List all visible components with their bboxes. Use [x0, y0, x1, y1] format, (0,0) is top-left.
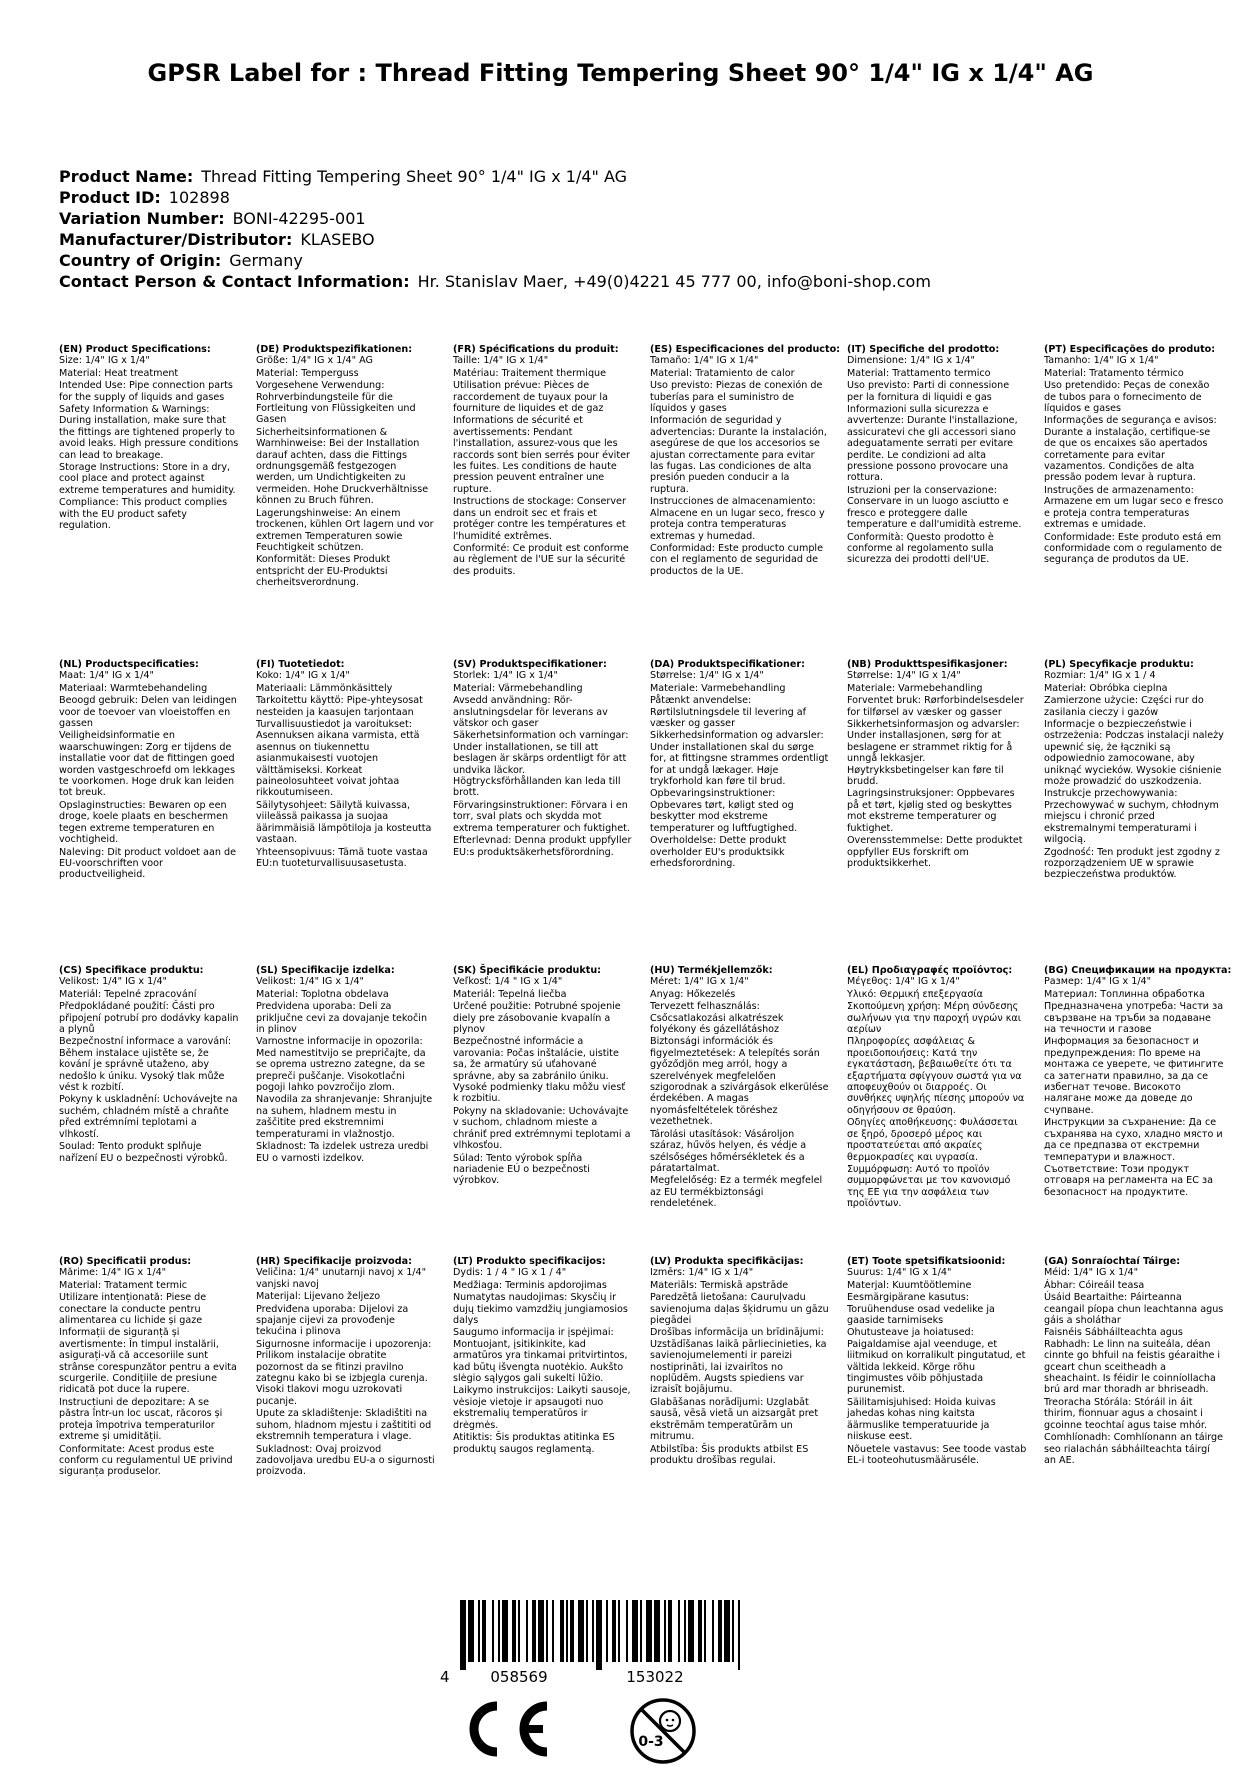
barcode-bar — [560, 1600, 564, 1662]
spec-heading: (FR) Spécifications du produit: — [453, 344, 619, 355]
spec-line: Materiāls: Termiskā apstrāde — [650, 1279, 789, 1291]
spec-line: Instruções de armazenamento: Armazene em um lugar seco e fresco e proteja contra temperaturas extremas e umidade. — [1044, 484, 1224, 531]
spec-heading: (LV) Produkta specifikācijas: — [650, 1256, 804, 1267]
spec-line: Informații de siguranță și avertismente: În timpul instalării, asigurați-vă că accesoriile sunt strânse corespunzător pentru a evita scurgerile. Condițiile de presiune ridicată pot duce la rupere. — [59, 1327, 237, 1396]
spec-line: Biztonsági információk és figyelmeztetések: A telepítés során győződjön meg arról, hogy a szerelvények megfelelően szigorodnak a szivárgások elkerülése érdekében. A magas nyomásfeltételek töréshez vezethetnek. — [650, 1036, 829, 1128]
spec-heading: (LT) Produkto specifikacijos: — [453, 1256, 606, 1267]
spec-line: Zamierzone użycie: Części rur do zasilania cieczy i gazów — [1044, 695, 1204, 718]
spec-line: Съответствие: Този продукт отговаря на регламента на ЕС за безопасност на продуктите. — [1044, 1163, 1213, 1198]
contact-label: Contact Person & Contact Information: — [59, 272, 410, 291]
spec-line: Opbevaringsinstruktioner: Opbevares tørt, køligt sted og beskytter mod ekstreme temperaturer og luftfugtighed. — [650, 788, 798, 834]
spec-line: Efterlevnad: Denna produkt uppfyller EU:s produktsäkerhetsförordning. — [453, 835, 632, 858]
age-warning-mark — [628, 1696, 698, 1770]
barcode-bars — [460, 1600, 740, 1670]
spec-line: Veľkosť: 1/4 " IG x 1/4" — [453, 976, 563, 988]
spec-line: Overholdelse: Dette produkt overholder EU's produktsikk erhedsforordning. — [650, 835, 787, 869]
spec-heading: (EL) Προδιαγραφές προϊόντος: — [847, 965, 1013, 976]
spec-line: Eesmärgipärane kasutus: Toruühenduse osad vedelike ja gaaside tarnimiseks — [847, 1292, 995, 1327]
barcode-bar — [640, 1600, 642, 1662]
spec-line: Súlad: Tento výrobok spĺňa nariadenie EÚ o bezpečnosti výrobkov. — [453, 1152, 590, 1187]
barcode-bar — [460, 1600, 466, 1670]
spec-line: Veličina: 1/4" unutarnji navoj x 1/4" vanjski navoj — [256, 1267, 427, 1290]
barcode-bar — [532, 1600, 536, 1662]
spec-line: Instrukcje przechowywania: Przechowywać w suchym, chłodnym miejscu i chronić przed ekstremalnymi temperaturami i wilgocią. — [1044, 788, 1219, 846]
not-for-under-3-icon — [628, 1696, 698, 1766]
spec-line: Treoracha Stórála: Stóráil in áit thirim, fionnuar agus a chosaint i gcoinne teochtaí agus taise mhór. — [1044, 1396, 1208, 1431]
spec-block — [1044, 659, 1224, 882]
barcode-left-digits: 058569 — [490, 1668, 548, 1686]
spec-line: Uso pretendido: Peças de conexão de tubos para o fornecimento de líquidos e gases — [1044, 380, 1210, 415]
product-id-label: Product ID: — [59, 188, 161, 207]
spec-line: Sikkerhedsinformation og advarsler: Under installationen skal du sørge for, at fittingsne strammes ordentligt for at undgå lækager. Høje trykforhold kan føre til brud. — [650, 730, 829, 788]
spec-line: Matériau: Traitement thermique — [453, 367, 607, 379]
spec-line: Medžiaga: Terminis apdorojimas — [453, 1279, 607, 1291]
spec-heading: (NB) Produkttspesifikasjoner: — [847, 659, 1008, 670]
spec-line: Material: Tratamento térmico — [1044, 367, 1184, 379]
svg-text:0-3: 0-3 — [638, 1734, 664, 1750]
spec-line: Uso previsto: Parti di connessione per la fornitura di liquidi e gas — [847, 380, 1010, 403]
spec-line: Materiale: Varmebehandling — [650, 682, 786, 694]
spec-line: Sicherheitsinformationen & Warnhinweise: Bei der Installation darauf achten, dass die Fittings ordnungsgemäß festgezogen werden, um Undichtigkeiten zu vermeiden. Hohe Druckverhältnisse können zu Bruch führen. — [256, 426, 429, 507]
spec-line: Istruzioni per la conservazione: Conservare in un luogo asciutto e fresco e proteggere dalle temperature e dall'umidità estreme. — [847, 484, 1022, 531]
barcode-bar — [482, 1600, 486, 1662]
spec-line: Opslaginstructies: Bewaren op een droge, koele plaats en beschermen tegen extreme temperaturen en vochtigheid. — [59, 799, 229, 846]
spec-line: Lagerungshinweise: An einem trockenen, kühlen Ort lagern und vor extremen Temperaturen sowie Feuchtigkeit schützen. — [256, 507, 434, 553]
manufacturer-value: KLASEBO — [300, 230, 375, 249]
spec-line: Σκοπούμενη χρήση: Μέρη σύνδεσης σωλήνων για την παροχή υγρών και αερίων — [847, 1001, 1021, 1036]
spec-block — [59, 344, 239, 533]
spec-line: Informazioni sulla sicurezza e avvertenze: Durante l'installazione, assicuratevi che gli accessori siano adeguatamente serrati per evitare perdite. Le condizioni ad alta pressione possono provocare una rottura. — [847, 404, 1018, 484]
spec-line: Conformitate: Acest produs este conform cu regulamentul UE privind siguranța produselor. — [59, 1443, 233, 1478]
spec-line: Anyag: Hőkezelés — [650, 988, 736, 1000]
spec-line: Ábhar: Cóireáil teasa — [1044, 1279, 1145, 1291]
barcode-bar — [546, 1600, 548, 1662]
barcode-bar — [718, 1600, 722, 1662]
spec-block — [59, 1256, 239, 1479]
spec-line: Glabāšanas norādījumi: Uzglabāt sausā, vēsā vietā un aizsargāt pret ekstrēmām temperatūrām un mitrumu. — [650, 1396, 819, 1443]
barcode-lead-digit: 4 — [440, 1668, 450, 1686]
spec-line: Materiaali: Lämmönkäsittely — [256, 682, 393, 694]
spec-line: Upute za skladištenje: Skladištiti na suhom, hladnom mjestu i zaštititi od ekstremnih temperatura i vlage. — [256, 1408, 432, 1443]
spec-line: Pokyny na skladovanie: Uchovávajte v suchom, chladnom mieste a chrániť pred extrémnymi teplotami a vlhkosťou. — [453, 1105, 631, 1152]
spec-block — [650, 344, 841, 578]
spec-line: Skladnost: Ta izdelek ustreza uredbi EU o varnosti izdelkov. — [256, 1141, 429, 1164]
spec-line: Suurus: 1/4" IG x 1/4" — [847, 1267, 952, 1279]
spec-heading: (BG) Спецификации на продукта: — [1044, 965, 1232, 976]
spec-line: Conformidade: Este produto está em conformidade com o regulamento de segurança de produtos da UE. — [1044, 531, 1223, 566]
spec-line: Izmērs: 1/4" IG x 1/4" — [650, 1267, 754, 1279]
spec-line: Información de seguridad y advertencias: Durante la instalación, asegúrese de que los accesorios se ajustan correctamente para evitar las fugas. Las condiciones de alta presión pueden conducir a la ruptura. — [650, 415, 827, 495]
spec-line: Bezpečnostné informácie a varovania: Počas inštalácie, uistite sa, že armatúry sú uťahované správne, aby sa zabránilo úniku. Vysoké podmienky tlaku môžu viesť k rozbitiu. — [453, 1036, 626, 1105]
spec-line: Размер: 1/4" IG x 1/4" — [1044, 976, 1152, 988]
spec-line: Материал: Топлинна обработка — [1044, 988, 1205, 1000]
spec-line: Saugumo informacija ir įspėjimai: Montuojant, įsitikinkite, kad armatūros yra tinkamai pritvirtintos, kad būtų išvengta nuotėkio. Aukšto slėgio sąlygos gali sukelti lūžio. — [453, 1327, 628, 1385]
spec-heading: (NL) Productspecificaties: — [59, 659, 199, 670]
spec-line: Varnostne informacije in opozorila: Med namestitvijo se prepričajte, da se oprema ustrezno zategne, da se prepreči puščanje. Visokotlačni pogoji lahko povzročijo zlom. — [256, 1036, 426, 1094]
spec-line: Πληροφορίες ασφάλειας & προειδοποιήσεις: Κατά την εγκατάσταση, βεβαιωθείτε ότι τα εξαρτήματα σφίγγουν σωστά για να αποφευχθούν οι διαρροές. Οι συνθήκες υψηλής πίεσης μπορούν να οδηγήσουν σε θραύση. — [847, 1036, 1025, 1116]
spec-line: Mărime: 1/4" IG x 1/4" — [59, 1267, 167, 1279]
spec-block — [847, 965, 1027, 1211]
spec-line: Conformité: Ce produit est conforme au règlement de l'UE sur la sécurité des produits. — [453, 542, 629, 577]
spec-line: Größe: 1/4" IG x 1/4" AG — [256, 355, 373, 367]
spec-heading: (DA) Produktspecifikationer: — [650, 659, 805, 670]
spec-heading: (HU) Termékjellemzők: — [650, 965, 773, 976]
spec-heading: (HR) Specifikacije proizvoda: — [256, 1256, 412, 1267]
spec-line: Materijal: Lijevano željezo — [256, 1291, 381, 1303]
spec-line: Veiligheidsinformatie en waarschuwingen: Zorg er tijdens de installatie voor dat de fittingen goed worden vastgeschroefd om lekkages te voorkomen. Hoge druk kan leiden tot breuk. — [59, 730, 235, 799]
spec-line: Material: Värmebehandling — [453, 682, 583, 694]
spec-block — [453, 344, 633, 578]
spec-line: Material: Trattamento termico — [847, 367, 991, 379]
barcode-bar — [668, 1600, 672, 1662]
spec-line: Tervezett felhasználás: Csőcsatlakozási alkatrészek folyékony és gázellátáshoz — [650, 1001, 784, 1036]
country-value: Germany — [229, 251, 303, 270]
spec-line: Beoogd gebruik: Delen van leidingen voor de toevoer van vloeistoffen en gassen — [59, 695, 237, 730]
spec-line: Laikymo instrukcijos: Laikyti sausoje, vėsioje vietoje ir apsaugoti nuo ekstremalių temperatūros ir drėgmės. — [453, 1385, 631, 1431]
spec-line: Информация за безопасност и предупреждения: По време на монтажа се уверете, че фитингите са затегнати правилно, за да се избегнат течове. Високото налягане може да доведе до счупване. — [1044, 1036, 1224, 1116]
barcode-bar — [512, 1600, 516, 1662]
barcode-bar — [664, 1600, 666, 1662]
spec-line: Koko: 1/4" IG x 1/4" — [256, 670, 350, 682]
spec-line: Størrelse: 1/4" IG x 1/4" — [650, 670, 764, 682]
spec-line: Materjal: Kuumtöötlemine — [847, 1279, 972, 1291]
contact-row — [59, 271, 931, 292]
barcode-bar — [566, 1600, 568, 1662]
spec-block — [256, 659, 436, 870]
spec-line: Konformität: Dieses Produkt entspricht der EU-Produktsi cherheitsverordnung. — [256, 554, 391, 589]
barcode-bar — [502, 1600, 508, 1662]
barcode-bar — [518, 1600, 520, 1662]
country-label: Country of Origin: — [59, 251, 222, 270]
spec-line: Zgodność: Ten produkt jest zgodny z rozporządzeniem UE w sprawie bezpieczeństwa produktów. — [1044, 846, 1220, 881]
spec-line: Pokyny k uskladnění: Uchovávejte na suchém, chladném místě a chraňte před extrémními teplotami a vlhkostí. — [59, 1094, 238, 1140]
spec-line: Maat: 1/4" IG x 1/4" — [59, 670, 154, 682]
spec-line: Συμμόρφωση: Αυτό το προϊόν συμμορφώνεται με τον κανονισμό της ΕΕ για την ασφάλεια των προϊόντων. — [847, 1163, 1011, 1210]
spec-line: Predviđena uporaba: Dijelovi za spajanje cijevi za provođenje tekućina i plinova — [256, 1303, 409, 1338]
spec-line: Material: Heat treatment — [59, 367, 179, 379]
spec-line: Megfelelőség: Ez a termék megfelel az EU termékbiztonsági rendeletének. — [650, 1175, 823, 1210]
spec-heading: (SK) Špecifikácie produktu: — [453, 965, 602, 976]
barcode-bar — [698, 1600, 702, 1662]
spec-line: Storage Instructions: Store in a dry, cool place and protect against extreme temperatures and humidity. — [59, 462, 236, 496]
spec-line: Påtænkt anvendelse: Rørtilslutningsdele til levering af væsker og gasser — [650, 695, 806, 730]
barcode-bar — [606, 1600, 608, 1662]
spec-line: Předpokládané použití: Části pro připojení potrubí pro dodávky kapalin a plynů — [59, 1001, 239, 1036]
spec-line: Úsáid Beartaithe: Páirteanna ceangail píopa chun leachtanna agus gáis a sholáthar — [1044, 1292, 1224, 1327]
spec-heading: (IT) Specifiche del prodotto: — [847, 344, 1000, 355]
spec-block — [847, 659, 1027, 870]
spec-line: Μέγεθος: 1/4" IG x 1/4" — [847, 976, 960, 988]
spec-line: Soulad: Tento produkt splňuje nařízení EU o bezpečnosti výrobků. — [59, 1141, 228, 1164]
spec-line: Ohutusteave ja hoiatused: Paigaldamise ajal veenduge, et liitmikud on korralikult pingutatud, et vältida lekkeid. Kõrge rõhu tingimustes võib põhjustada purunemist. — [847, 1327, 1026, 1396]
spec-line: Naleving: Dit product voldoet aan de EU-voorschriften voor productveiligheid. — [59, 846, 236, 881]
spec-line: Materiale: Varmebehandling — [847, 682, 983, 694]
country-row — [59, 250, 931, 271]
spec-line: Förvaringsinstruktioner: Förvara i en torr, sval plats och skydda mot extrema temperaturer och fuktighet. — [453, 799, 630, 834]
spec-heading: (EN) Product Specifications: — [59, 344, 211, 355]
barcode-bar — [468, 1600, 474, 1662]
barcode-bar — [732, 1600, 734, 1662]
barcode-bar — [612, 1600, 616, 1662]
spec-block — [453, 1256, 633, 1456]
barcode-bar — [678, 1600, 680, 1662]
spec-line: Atitiktis: Šis produktas atitinka ES produktų saugos reglamentą. — [453, 1432, 615, 1455]
spec-line: Säkerhetsinformation och varningar: Under installationen, se till att beslagen är skärps ordentligt för att undvika läckor. Högtrycksförhållanden kan leda till brott. — [453, 730, 629, 799]
spec-line: Material: Toplotna obdelava — [256, 988, 389, 1000]
spec-block — [1044, 1256, 1224, 1467]
spec-line: Säilitamisjuhised: Hoida kuivas jahedas kohas ning kaitsta äärmuslike temperatuuride ja niiskuse eest. — [847, 1396, 996, 1443]
spec-line: Material: Tratament termic — [59, 1279, 188, 1291]
barcode-bar — [570, 1600, 574, 1662]
spec-line: Vorgesehene Verwendung: Rohrverbindungsteile für die Fortleitung von Flüssigkeiten und Gasen — [256, 380, 416, 426]
spec-line: Materiał: Obróbka cieplna — [1044, 682, 1168, 694]
spec-line: Sukladnost: Ovaj proizvod zadovoljava uredbu EU-a o sigurnosti proizvoda. — [256, 1443, 435, 1478]
manufacturer-label: Manufacturer/Distributor: — [59, 230, 293, 249]
spec-heading: (ES) Especificaciones del producto: — [650, 344, 841, 355]
barcode-bar — [492, 1600, 494, 1662]
spec-line: Utilisation prévue: Pièces de raccordement de tuyaux pour la fourniture de liquides et de gaz — [453, 380, 608, 415]
spec-block — [1044, 965, 1232, 1199]
spec-heading: (GA) Sonraíochtaí Táirge: — [1044, 1256, 1181, 1267]
barcode-bar — [684, 1600, 686, 1662]
spec-block — [256, 344, 436, 590]
spec-block — [650, 659, 830, 870]
barcode-bar — [626, 1600, 628, 1662]
spec-line: Méret: 1/4" IG x 1/4" — [650, 976, 749, 988]
spec-line: Materiál: Tepelná liečba — [453, 988, 567, 1000]
spec-heading: (SV) Produktspecifikationer: — [453, 659, 607, 670]
product-name-label: Product Name: — [59, 167, 194, 186]
spec-line: Drošības informācija un brīdinājumi: Uzstādīšanas laikā pārliecinieties, ka savienojumelementi ir pareizi nostiprināti, lai izvairītos no noplūdēm. Augsts spiediens var izraisīt bojājumu. — [650, 1327, 827, 1396]
barcode-bar — [592, 1600, 594, 1662]
spec-line: Taille: 1/4" IG x 1/4" — [453, 355, 549, 367]
barcode-bar — [618, 1600, 620, 1662]
spec-line: Utilizare intenționată: Piese de conectare la conducte pentru alimentarea cu lichide și gaze — [59, 1292, 207, 1327]
spec-heading: (PT) Especificações do produto: — [1044, 344, 1216, 355]
spec-line: Material: Temperguss — [256, 367, 359, 379]
spec-block — [847, 344, 1027, 567]
spec-line: Tamaño: 1/4" IG x 1/4" — [650, 355, 759, 367]
spec-line: Yhteensopivuus: Tämä tuote vastaa EU:n tuoteturvallisuusasetusta. — [256, 846, 428, 869]
spec-block — [453, 965, 633, 1188]
spec-line: Størrelse: 1/4" IG x 1/4" — [847, 670, 961, 682]
barcode-right-digits: 153022 — [626, 1668, 684, 1686]
spec-line: Tárolási utasítások: Vásároljon száraz, hűvös helyen, és védje a szélsőséges hőmérsékletek és a páratartalmat. — [650, 1128, 807, 1174]
spec-line: Méid: 1/4" IG x 1/4" — [1044, 1267, 1139, 1279]
spec-line: Tamanho: 1/4" IG x 1/4" — [1044, 355, 1159, 367]
spec-line: Sikkerhetsinformasjon og advarsler: Under installasjonen, sørg for at beslagene er strammet riktig for å unngå lekkasjer. Høytrykksbetingelser kan føre til brudd. — [847, 719, 1020, 788]
spec-line: Informacje o bezpieczeństwie i ostrzeżenia: Podczas instalacji należy upewnić się, że łączniki są odpowiednio zamocowane, aby uniknąć wycieków. Wysokie ciśnienie może prowadzić do uszkodzenia. — [1044, 719, 1224, 788]
spec-line: Size: 1/4" IG x 1/4" — [59, 355, 150, 367]
barcode-bar — [586, 1600, 588, 1662]
manufacturer-row — [59, 229, 931, 250]
barcode-bar — [578, 1600, 584, 1662]
barcode-bar — [724, 1600, 730, 1662]
spec-line: Informações de segurança e avisos: Durante a instalação, certifique-se de que os encaixes são apertados corretamente para evitar vazamentos. Condições de alta pressão podem levar à ruptura. — [1044, 415, 1217, 484]
barcode-bar — [632, 1600, 638, 1662]
spec-line: Overensstemmelse: Dette produktet oppfyller EUs forskrift om produktsikkerhet. — [847, 835, 1023, 869]
spec-heading: (CS) Specifikace produktu: — [59, 965, 204, 976]
barcode-bar — [688, 1600, 694, 1662]
barcode-bar — [478, 1600, 480, 1662]
barcode-bar — [498, 1600, 500, 1662]
product-name-row — [59, 166, 931, 187]
spec-heading: (ET) Toote spetsifikatsioonid: — [847, 1256, 1006, 1267]
variation-number-row — [59, 208, 931, 229]
spec-line: Forventet bruk: Rørforbindelsesdeler for tilførsel av væsker og gasser — [847, 695, 1024, 718]
spec-heading: (RO) Specificatii produs: — [59, 1256, 192, 1267]
spec-block — [650, 965, 830, 1211]
spec-line: Предназначена употреба: Части за свързване на тръби за подаване на течности и газове — [1044, 1001, 1224, 1036]
spec-line: Velikost: 1/4" IG x 1/4" — [59, 976, 167, 988]
spec-line: Intended Use: Pipe connection parts for the supply of liquids and gases — [59, 380, 233, 403]
spec-line: Dydis: 1 / 4 " IG x 1 / 4" — [453, 1267, 567, 1279]
spec-block — [453, 659, 633, 859]
spec-block — [1044, 344, 1224, 567]
spec-line: Инструкции за съхранение: Да се съхранява на сухо, хладно място и да се предпазва от екстремни температури и влажност. — [1044, 1117, 1223, 1163]
spec-line: Avsedd användning: Rör-anslutningsdelar för leverans av vätskor och gaser — [453, 695, 608, 730]
product-id-row — [59, 187, 931, 208]
spec-line: Predvidena uporaba: Deli za priključne cevi za dovajanje tekočin in plinov — [256, 1001, 428, 1036]
spec-line: Dimensione: 1/4" IG x 1/4" — [847, 355, 975, 367]
barcode-bar — [704, 1600, 706, 1662]
spec-line: Materiál: Tepelné zpracování — [59, 988, 197, 1000]
spec-line: Nõuetele vastavus: See toode vastab EL-i tooteohutusmääruséle. — [847, 1443, 1027, 1466]
spec-line: Velikost: 1/4" IG x 1/4" — [256, 976, 364, 988]
spec-line: Paredzētā lietošana: Cauruļvadu savienojuma daļas šķidrumu un gāzu piegādei — [650, 1292, 829, 1327]
barcode-bar — [646, 1600, 652, 1662]
spec-line: Storlek: 1/4" IG x 1/4" — [453, 670, 558, 682]
spec-heading: (SL) Specifikacije izdelka: — [256, 965, 395, 976]
spec-line: Säilytysohjeet: Säilytä kuivassa, viileässä paikassa ja suojaa äärimmäisiä lämpötiloja ja kosteutta vastaan. — [256, 799, 432, 846]
spec-heading: (FI) Tuotetiedot: — [256, 659, 345, 670]
barcode-graphic — [440, 1598, 760, 1688]
ce-mark-icon — [455, 1700, 555, 1758]
spec-line: Comhlíonadh: Comhlíonann an táirge seo rialachán sábháilteachta táirgí an AE. — [1044, 1432, 1224, 1466]
spec-line: Turvallisuustiedot ja varoitukset: Asennuksen aikana varmista, että asennus on tiukennettu asianmukaisesti vuotojen välttämiseksi. Korkeat paineolosuhteet voivat johtaa rikkoutumiseen. — [256, 719, 420, 799]
spec-line: Materiaal: Warmtebehandeling — [59, 682, 208, 694]
spec-line: Conformità: Questo prodotto è conforme al regolamento sulla sicurezza dei prodotti dell'UE. — [847, 531, 994, 566]
barcode-bar — [526, 1600, 528, 1662]
spec-line: Numatytas naudojimas: Skysčių ir dujų tiekimo vamzdžių jungiamosios dalys — [453, 1292, 628, 1327]
spec-line: Instructions de stockage: Conserver dans un endroit sec et frais et protéger contre les températures et l'humidité extrêmes. — [453, 496, 626, 542]
variation-number-label: Variation Number: — [59, 209, 225, 228]
spec-block — [59, 965, 239, 1165]
spec-line: Conformidad: Este producto cumple con el reglamento de seguridad de productos de la UE. — [650, 542, 823, 577]
spec-heading: (PL) Specyfikacje produktu: — [1044, 659, 1194, 670]
barcode-bar — [654, 1600, 660, 1662]
spec-block — [59, 659, 239, 882]
barcode-bar — [538, 1600, 544, 1662]
spec-block — [847, 1256, 1027, 1467]
spec-line: Rozmiar: 1/4" IG x 1 / 4 — [1044, 670, 1156, 682]
contact-value: Hr. Stanislav Maer, +49(0)4221 45 777 00, info@boni-shop.com — [417, 272, 931, 291]
spec-line: Compliance: This product complies with the EU product safety regulation. — [59, 497, 228, 532]
spec-line: Instrucțiuni de depozitare: A se păstra într-un loc uscat, răcoros și proteja împotriva temperaturilor extreme și umidității. — [59, 1396, 223, 1443]
spec-block — [256, 1256, 436, 1479]
spec-line: Lagringsinstruksjoner: Oppbevares på et tørt, kjølig sted og beskyttes mot ekstreme temperaturer og fuktighet. — [847, 788, 1015, 834]
barcode-bar — [596, 1600, 602, 1670]
spec-heading: (DE) Produktspezifikationen: — [256, 344, 413, 355]
spec-line: Υλικό: Θερμική επεξεργασία — [847, 988, 983, 1000]
spec-line: Navodila za shranjevanje: Shranjujte na suhem, hladnem mestu in zaščitite pred ekstremnimi temperaturami in vlažnostjo. — [256, 1094, 433, 1140]
product-info — [59, 166, 931, 292]
spec-line: Οδηγίες αποθήκευσης: Φυλάσσεται σε ξηρό, δροσερό μέρος και προστατεύεται από ακραίες θερμοκρασίες και υγρασία. — [847, 1117, 1018, 1163]
spec-line: Bezpečnostní informace a varování: Během instalace ujistěte se, že kování je správně utaženo, aby nedošlo k úniku. Vysoký tlak může vést k rozbití. — [59, 1036, 232, 1094]
barcode-bar — [738, 1600, 740, 1670]
spec-line: Sigurnosne informacije i upozorenja: Prilikom instalacije obratite pozornost da se fitinzi pravilno zategnu kako bi se izbjegla curenja. Visoki tlakovi mogu uzrokovati pucanje. — [256, 1338, 432, 1407]
ce-mark — [455, 1700, 555, 1762]
spec-line: Safety Information & Warnings: During installation, make sure that the fittings are tightened properly to avoid leaks. High pressure conditions can lead to breakage. — [59, 404, 239, 461]
barcode-bar — [712, 1600, 714, 1662]
spec-line: Určené použitie: Potrubné spojenie diely pre zásobovanie kvapalín a plynov — [453, 1001, 621, 1036]
product-name-value: Thread Fitting Tempering Sheet 90° 1/4" IG x 1/4" AG — [201, 167, 628, 186]
spec-line: Uso previsto: Piezas de conexión de tuberías para el suministro de líquidos y gases — [650, 380, 823, 415]
page-title: GPSR Label for : Thread Fitting Tempering Sheet 90° 1/4" IG x 1/4" AG — [147, 59, 1094, 87]
ean-barcode — [440, 1598, 760, 1688]
spec-line: Instrucciones de almacenamiento: Almacene en un lugar seco, fresco y proteja contra temperaturas extremas y humedad. — [650, 496, 825, 542]
spec-line: Faisnéis Sábháilteachta agus Rabhadh: Le linn na suiteála, déan cinnte go bhfuil na feistis géaraithe i gceart chun sceitheadh a sheachaint. Is féidir le coinníollacha brú ard mar thoradh ar bhriseadh. — [1044, 1327, 1221, 1396]
spec-line: Material: Tratamiento de calor — [650, 367, 795, 379]
product-id-value: 102898 — [168, 188, 230, 207]
spec-line: Tarkoitettu käyttö: Pipe-yhteysosat nesteiden ja kaasujen tarjontaan — [256, 695, 423, 718]
spec-line: Atbilstība: Šis produkts atbilst ES produktu drošības regulai. — [650, 1443, 809, 1466]
spec-block — [256, 965, 436, 1165]
barcode-bar — [552, 1600, 554, 1662]
variation-number-value: BONI-42295-001 — [232, 209, 366, 228]
spec-block — [650, 1256, 830, 1467]
spec-line: Informations de sécurité et avertissements: Pendant l'installation, assurez-vous que les raccords sont bien serrés pour éviter les fuites. Les conditions de haute pression peuvent entraîner une rupture. — [453, 415, 630, 495]
